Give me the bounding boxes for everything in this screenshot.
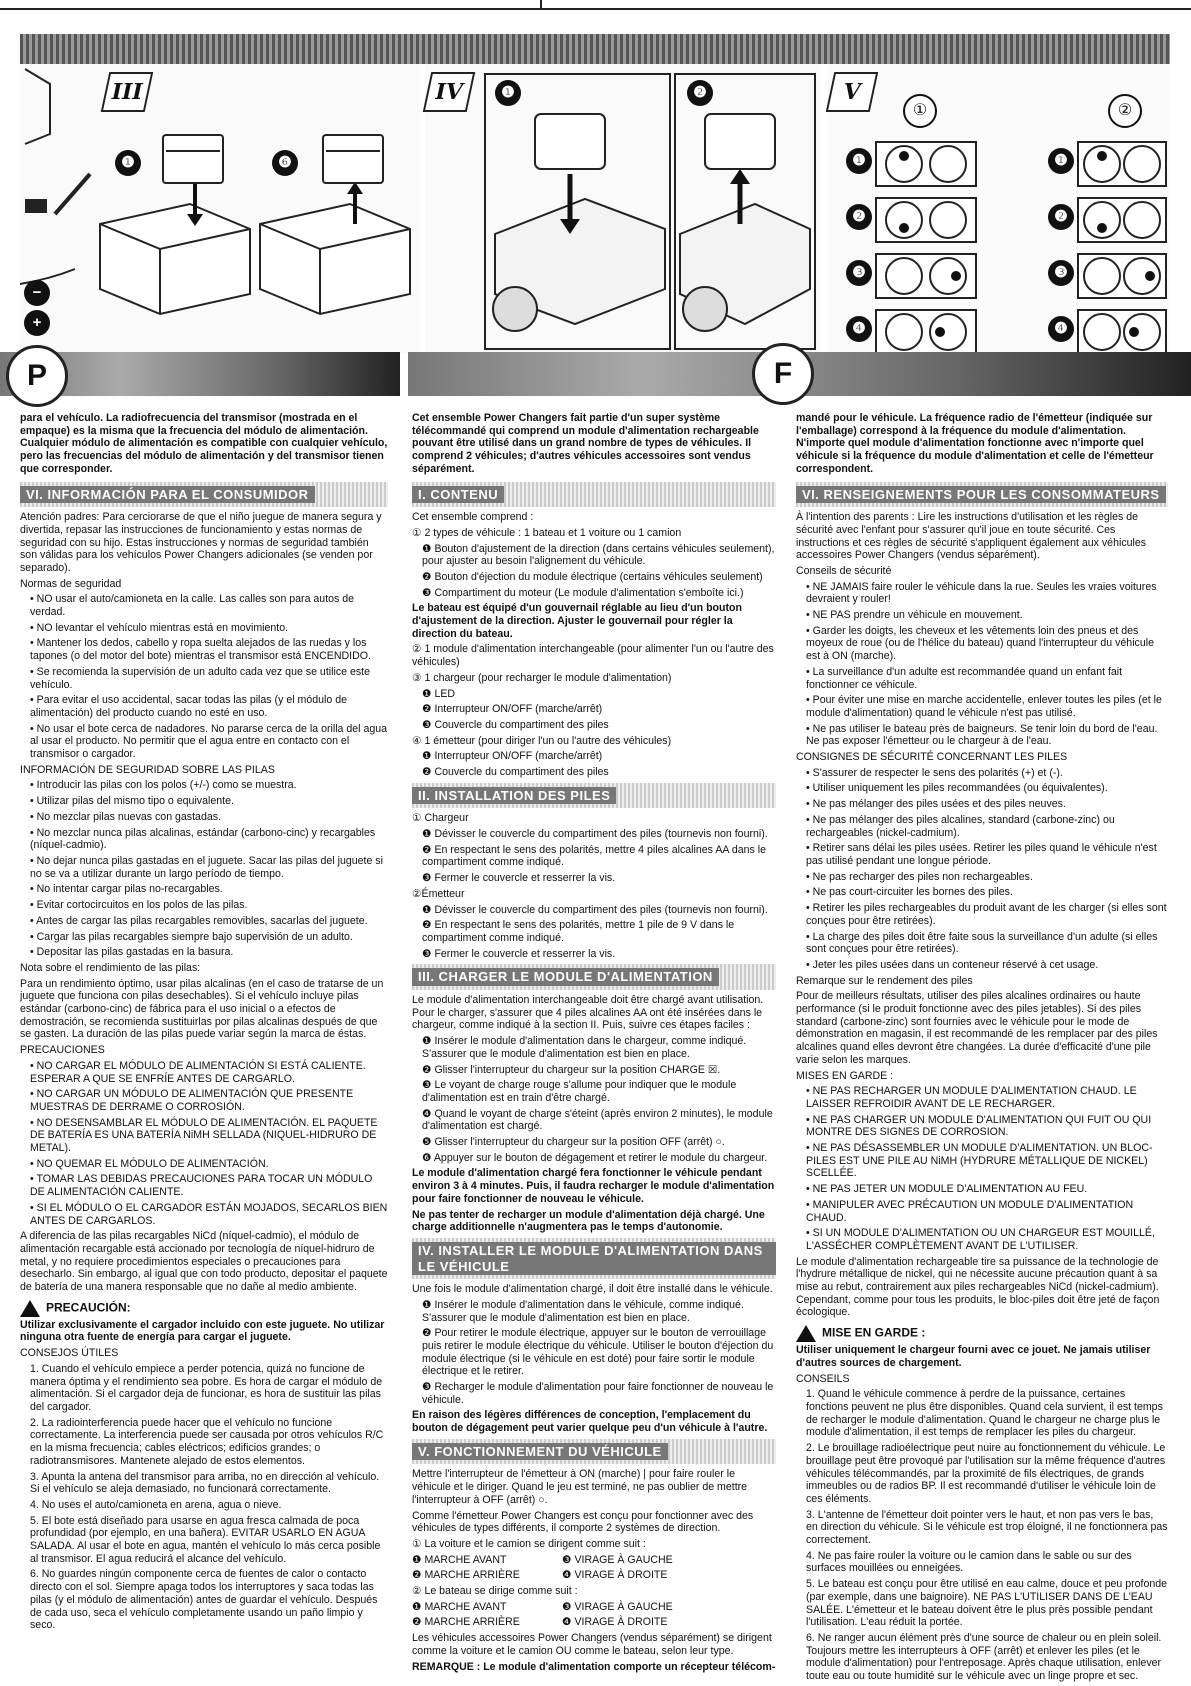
- list-item: ❸ Recharger le module d'alimentation pour faire fonctionner de nouveau le véhicule.: [422, 1381, 774, 1406]
- list-item: • NO QUEMAR EL MÓDULO DE ALIMENTACIÓN.: [30, 1157, 269, 1170]
- step-marker-v: V: [826, 72, 879, 112]
- list-item: ① Chargeur: [412, 812, 469, 825]
- list-item: 3. L'antenne de l'émetteur doit pointer vers le haut, et non pas vers le bas, en direction du véhicule. Si le véhicule est trop éloigné, il ne fonctionnera pas correctement.: [806, 1508, 1168, 1547]
- step-badge: ❹: [1048, 316, 1074, 342]
- list-item: 1. Quand le véhicule commence à perdre de la puissance, certaines fonctions peuvent ne plus être disponibles. Quand cela survient, il est temps de recharger le module d'alimentation. Quand le chargeur ne charge plus le module d'alimentation, il est temps de remplacer les piles du chargeur.: [806, 1388, 1163, 1439]
- direction-item: ❸ VIRAGE À GAUCHE: [562, 1553, 673, 1566]
- step-badge: ❶: [495, 80, 521, 106]
- caution-heading: [796, 1325, 1168, 1342]
- list-item: ❶ Dévisser le couvercle du compartiment des piles (tournevis non fourni).: [422, 903, 768, 916]
- list-item: ❶ Insérer le module d'alimentation dans le chargeur, comme indiqué. S'assurer que le module d'alimentation est bien en place.: [422, 1035, 747, 1060]
- list-item: ❷ Pour retirer le module électrique, appuyer sur le bouton de verrouillage puis retirer le module électrique du véhicule. Utiliser le bouton d'éjection du module électrique (si le véhicule en est doté) pour faire sortir le module électrique et le retirer.: [422, 1327, 774, 1378]
- step-badge: ❻: [272, 150, 298, 176]
- list-item: • No mezclar pilas nuevas con gastadas.: [30, 810, 221, 823]
- direction-item: ❹ VIRAGE À DROITE: [562, 1569, 668, 1582]
- paragraph: Atención padres: Para cerciorarse de que el niño juegue de manera segura y divertida, repasar las instrucciones de funcionamiento y estas normas de seguridad con su hijo. Estas instrucciones y normas de seguridad también son válidas para los vehículos Power Changers adicionales (se venden por separado).: [20, 511, 382, 574]
- list-item: 6. Ne ranger aucun élément près d'une source de chaleur ou en plein soleil. Toujours mettre les interrupteurs à OFF (arrêt) et enlever les piles (et le module d'alimentation) pour l'entreposage. Après chaque utilisation, enlever toute eau ou toute humidité sur le véhicule avec un linge propre et sec.: [806, 1631, 1162, 1683]
- list-item: • TOMAR LAS DEBIDAS PRECAUCIONES PARA TOCAR UN MÓDULO DE ALIMENTACIÓN CALIENTE.: [30, 1173, 373, 1199]
- subheading: ② Le bateau se dirige comme suit :: [412, 1585, 578, 1598]
- list-item: ❷ En respectant le sens des polarités, mettre 4 piles alcalines AA dans le compartiment comme indiqué.: [422, 843, 766, 869]
- list-item: • Retirer sans délai les piles usées. Retirer les piles quand le véhicule n'est pas utilisé pendant une longue période.: [806, 842, 1157, 867]
- step-badge: ❷: [846, 204, 872, 230]
- direction-item: ❶ MARCHE AVANT: [412, 1600, 507, 1613]
- section-heading: V. FONCTIONNEMENT DU VÉHICULE: [412, 1443, 668, 1461]
- vehicle-type-1-mark: ①: [903, 94, 937, 128]
- note: En raison des légères différences de conception, l'emplacement du bouton de dégagement peut varier quelque peu d'un véhicule à l'autre.: [412, 1409, 768, 1435]
- step-badge: ❶: [115, 150, 141, 176]
- list-item: • La surveillance d'un adulte est recommandée quand un enfant fait fonctionner ce véhicule.: [806, 665, 1123, 691]
- list-item: • NE PAS RECHARGER UN MODULE D'ALIMENTATION CHAUD. LE LAISSER REFROIDIR AVANT DE LE RECHARGER.: [806, 1085, 1137, 1110]
- direction-row: [412, 1601, 776, 1614]
- polarity-plus-icon: +: [24, 310, 50, 336]
- subheading: INFORMACIÓN DE SEGURIDAD SOBRE LAS PILAS: [20, 763, 275, 776]
- section-header-bar: [20, 482, 388, 508]
- caution-text: Utiliser uniquement le chargeur fourni avec ce jouet. Ne jamais utiliser d'autres sources de chargement.: [796, 1344, 1151, 1369]
- list-item: 2. Le brouillage radioélectrique peut nuire au fonctionnement du véhicule. Le brouillage peut être provoqué par l'utilisation sur la même fréquence d'autres véhicules télécommandés, par la proximité de fils électriques, de grands immeubles ou de radios BP. Il est recommandé d'utiliser le véhicule loin de ces éléments.: [806, 1442, 1166, 1505]
- list-item: • Jeter les piles usées dans un conteneur réservé à cet usage.: [806, 958, 1099, 971]
- paragraph: Mettre l'interrupteur de l'émetteur à ON (marche) | pour faire rouler le véhicule et le diriger. Quand le jeu est terminé, ne pas oublier de mettre l'interrupteur à OFF (arrêt) ○.: [412, 1468, 748, 1506]
- list-item: ❸ Couvercle du compartiment des piles: [422, 718, 609, 731]
- paragraph: Pour de meilleurs résultats, utiliser des piles alcalines ordinaires ou haute performance (si le produit fonctionne avec des piles jetables). Si des piles standard (carbone-zinc) sont fournies avec le véhicule pour le mode de démonstration en magasin, il est recommandé de les remplacer par des piles alcalines quand elles devront être changées. La durée d'efficacité d'une pile varie selon les marques.: [796, 990, 1158, 1066]
- list-item: • Ne pas mélanger des piles usées et des piles neuves.: [806, 798, 1066, 811]
- list-item: ④ 1 émetteur (pour diriger l'un ou l'autre des véhicules): [412, 734, 672, 747]
- top-rule: [0, 8, 1191, 10]
- note: Le bateau est équipé d'un gouvernail réglable au lieu d'un bouton d'ajustement de la direction. Ajuster le gouvernail pour régler la direction du bateau.: [412, 602, 742, 640]
- column-french-1: [412, 412, 776, 1676]
- subheading: PRECAUCIONES: [20, 1044, 105, 1057]
- list-item: • Para evitar el uso accidental, sacar todas las pilas (y el módulo de alimentación) del producto cuando no esté en uso.: [30, 694, 347, 719]
- list-item: ❸ Fermer le couvercle et resserrer la vis.: [422, 872, 616, 885]
- section-header-bar: [412, 783, 776, 809]
- list-item: • Cargar las pilas recargables siempre bajo supervisión de un adulto.: [30, 930, 353, 943]
- direction-item: ❸ VIRAGE À GAUCHE: [562, 1600, 673, 1613]
- power-module-illustration: [162, 134, 224, 184]
- list-item: • SI UN MODULE D'ALIMENTATION OU UN CHARGEUR EST MOUILLÉ, L'ASSÉCHER COMPLÈTEMENT AVANT DE L'UTILISER.: [806, 1227, 1155, 1252]
- list-item: • No mezclar nunca pilas alcalinas, estándar (carbono-cinc) y recargables (níquel-cadmio).: [30, 826, 376, 852]
- subheading: CONSIGNES DE SÉCURITÉ CONCERNANT LES PILES: [796, 751, 1068, 764]
- column-french-2: [796, 412, 1168, 1686]
- intro-paragraph: Cet ensemble Power Changers fait partie d'un super système télécommandé qui comprend un module d'alimentation rechargeable pouvant être utilisé dans un grand nombre de types de véhicules. Il comprend 2 véhicules; d'autres véhicules accessoires sont vendus séparément.: [412, 412, 759, 475]
- list-item: ❷ Couvercle du compartiment des piles: [422, 766, 609, 779]
- subheading: Normas de seguridad: [20, 577, 122, 590]
- list-item: ❶ Bouton d'ajustement de la direction (dans certains véhicules seulement), pour ajuster au besoin l'alignement du véhicule.: [422, 542, 775, 568]
- list-item: ②Émetteur: [412, 887, 465, 900]
- intro-paragraph: para el vehículo. La radiofrecuencia del transmisor (mostrada en el empaque) es la misma que la frecuencia del módulo de alimentación. Cualquier módulo de alimentación es compatible con cualquier vehículo, pero las frecuencias del módulo de alimentación y del transmisor tienen que corresponder.: [20, 412, 388, 475]
- list-item: • Retirer les piles rechargeables du produit avant de les charger (si elles sont conçues pour être retirées).: [806, 902, 1167, 927]
- section-heading: IV. INSTALLER LE MODULE D'ALIMENTATION DANS LE VÉHICULE: [412, 1242, 776, 1275]
- list-item: 4. No uses el auto/camioneta en arena, agua o nieve.: [30, 1498, 282, 1511]
- charger-illustration: [90, 184, 480, 334]
- paragraph: Para un rendimiento óptimo, usar pilas alcalinas (en el caso de tratarse de un juguete que funciona con pilas desechables). Si el vehículo incluye pilas estándar (carbono-cinc) de fábrica para el uso inicial o a efectos de demostración, se recomienda sustituirlas por pilas alcalinas después de que se gasten. La duración de las pilas puede variar según la marca de éstas.: [20, 977, 384, 1041]
- list-item: • No intentar cargar pilas no-recargables.: [30, 883, 223, 896]
- direction-item: ❶ MARCHE AVANT: [412, 1553, 507, 1566]
- list-item: ❷ Bouton d'éjection du module électrique (certains véhicules seulement): [422, 570, 763, 583]
- list-item: 3. Apunta la antena del transmisor para arriba, no en dirección al vehículo. Si el vehículo se aleja demasiado, no funcionará correctamente.: [30, 1470, 380, 1496]
- list-item: • Ne pas utiliser le bateau près de baigneurs. Se tenir loin du bord de l'eau. Ne pas exposer l'émetteur ou le chargeur à de l'eau.: [806, 722, 1158, 748]
- list-item: • Mantener los dedos, cabello y ropa suelta alejados de las ruedas y los tapones (o del motor del bote) mientras el transmisor está ENCENDIDO.: [30, 637, 371, 663]
- subheading: Remarque sur le rendement des piles: [796, 974, 973, 987]
- caution-title: MISE EN GARDE :: [822, 1325, 926, 1340]
- direction-item: ❷ MARCHE ARRIÈRE: [412, 1616, 520, 1629]
- list-item: ❶ Insérer le module d'alimentation dans le véhicule, comme indiqué. S'assurer que le module d'alimentation est bien en place.: [422, 1298, 744, 1324]
- polarity-minus-icon: −: [24, 280, 50, 306]
- section-heading: VI. RENSEIGNEMENTS POUR LES CONSOMMATEURS: [796, 486, 1166, 504]
- list-item: ① 2 types de véhicule : 1 bateau et 1 voiture ou 1 camion: [412, 526, 682, 539]
- subheading: CONSEJOS ÚTILES: [20, 1347, 119, 1360]
- direction-row: [412, 1569, 776, 1582]
- illustration-vehicle: [425, 64, 820, 354]
- direction-item: ❷ MARCHE ARRIÈRE: [412, 1569, 520, 1582]
- list-item: • Garder les doigts, les cheveux et les vêtements loin des pneus et des moyeux de roue (ou de l'hélice du bateau) quand l'interrupteur du véhicule est à ON (marche).: [806, 624, 1154, 663]
- list-item: ❸ Compartiment du moteur (Le module d'alimentation s'emboîte ici.): [422, 586, 744, 599]
- subheading: Conseils de sécurité: [796, 564, 892, 577]
- paragraph: Cet ensemble comprend :: [412, 511, 534, 524]
- list-item: • NE PAS JETER UN MODULE D'ALIMENTATION AU FEU.: [806, 1183, 1088, 1196]
- list-item: • S'assurer de respecter le sens des polarités (+) et (-).: [806, 766, 1063, 779]
- illustration-band: [20, 34, 1170, 64]
- list-item: • No usar el bote cerca de nadadores. No pararse cerca de la orilla del agua al usar el producto. No permitir que el agua entre en contacto con el transmisor o cargador.: [30, 722, 388, 761]
- list-item: • Introducir las pilas con los polos (+/-) como se muestra.: [30, 779, 297, 792]
- list-item: • Ne pas recharger des piles non rechargeables.: [806, 870, 1033, 883]
- list-item: 1. Cuando el vehículo empiece a perder potencia, quizá no funcione de manera óptima y el rendimiento sea pobre. Es hora de cargar el módulo de alimentación. Si el cargador deja de funcionar, es hora de sustituir las pilas del cargador.: [30, 1362, 383, 1413]
- direction-item: ❹ VIRAGE À DROITE: [562, 1616, 668, 1629]
- subheading: CONSEILS: [796, 1372, 850, 1385]
- list-item: 4. Ne pas faire rouler la voiture ou le camion dans le sable ou sur des surfaces mouillées ou enneigées.: [806, 1549, 1132, 1575]
- direction-row: [412, 1616, 776, 1629]
- section-header-bar: [412, 1238, 776, 1279]
- list-item: • NE JAMAIS faire rouler le véhicule dans la rue. Seules les vraies voitures devraient y rouler!: [806, 580, 1157, 606]
- list-item: 6. No guardes ningún componente cerca de fuentes de calor o contacto directo con el sol. Siempre apaga todos los interruptores y saca todas las pilas (y el módulo de alimentación) antes de guardar el vehículo. Después de cada uso, seca el vehículo completamente usando un paño limpio y seco.: [30, 1568, 378, 1632]
- paragraph: À l'intention des parents : Lire les instructions d'utilisation et les règles de sécurité avec l'enfant pour s'assurer qu'il joue en toute sécurité. Ces instructions et ces règles de sécurité s'appliquent également aux véhicules accessoires Power Changers (vendus séparément).: [796, 511, 1147, 562]
- illustration-charger: [20, 64, 420, 354]
- list-item: • NE PAS prendre un véhicule en mouvement.: [806, 609, 1023, 622]
- truck-illustration: [425, 64, 820, 354]
- section-heading: II. INSTALLATION DES PILES: [412, 787, 616, 805]
- list-item: • Evitar cortocircuitos en los polos de las pilas.: [30, 899, 248, 912]
- list-item: • Antes de cargar las pilas recargables removibles, sacarlas del juguete.: [30, 914, 368, 927]
- step-badge: ❶: [846, 148, 872, 174]
- list-item: ❶ Interrupteur ON/OFF (marche/arrêt): [422, 750, 603, 763]
- step-badge: ❸: [846, 260, 872, 286]
- list-item: ❸ Fermer le couvercle et resserrer la vis.: [422, 947, 616, 960]
- section-header-bar: [412, 482, 776, 508]
- warning-icon: [796, 1325, 816, 1342]
- paragraph: Les véhicules accessoires Power Changers (vendus séparément) se dirigent comme la voiture et le camion OU comme le bateau, selon leur type.: [412, 1632, 772, 1657]
- list-item: • No dejar nunca pilas gastadas en el juguete. Sacar las pilas del juguete si no se va a utilizar durante un largo período de tiempo.: [30, 854, 383, 880]
- warning-icon: [20, 1300, 40, 1317]
- step-badge: ❷: [687, 80, 713, 106]
- section-heading: III. CHARGER LE MODULE D'ALIMENTATION: [412, 968, 719, 986]
- list-item: 2. La radiointerferencia puede hacer que el vehículo no funcione correctamente. La interferencia puede ser causada por otros vehículos R/C en la misma frecuencia; cables eléctricos; edificios grandes; o radiotransmisores. Mantenete alejado de estos elementos.: [30, 1416, 384, 1467]
- list-item: ③ 1 chargeur (pour recharger le module d'alimentation): [412, 671, 672, 684]
- list-item: • NO levantar el vehículo mientras está en movimiento.: [30, 621, 289, 634]
- list-item: ❻ Appuyer sur le bouton de dégagement et retirer le module du chargeur.: [422, 1151, 768, 1164]
- list-item: 5. El bote está diseñado para usarse en agua fresca calmada de poca profundidad (por ejemplo, en una bañera). EVITAR USARLO EN AGUA SALADA. Al usar el bote en agua, mantén el vehículo lo más cerca posible al transmisor. El agua reducirá el alcance del vehículo.: [30, 1514, 381, 1565]
- list-item: ❸ Le voyant de charge rouge s'allume pour indiquer que le module d'alimentation est en train d'être chargé.: [422, 1079, 737, 1104]
- note: Le module d'alimentation chargé fera fonctionner le véhicule pendant environ 3 à 4 minutes. Puis, il faudra recharger le module d'alimentation pour faire fonctionner de nouveau le véhicule.: [412, 1167, 775, 1205]
- list-item: ② 1 module d'alimentation interchangeable (pour alimenter l'un ou l'autre des véhicules): [412, 643, 774, 669]
- note: Ne pas tenter de recharger un module d'alimentation déjà chargé. Une charge additionnelle n'augmentera pas le temps d'autonomie.: [412, 1208, 765, 1234]
- caution-heading: [20, 1300, 388, 1317]
- subheading: MISES EN GARDE :: [796, 1069, 894, 1082]
- step-badge: ❹: [846, 316, 872, 342]
- list-item: ❷ Glisser l'interrupteur du chargeur sur la position CHARGE ☒.: [422, 1063, 721, 1076]
- list-item: ❷ Interrupteur ON/OFF (marche/arrêt): [422, 703, 603, 716]
- list-item: • Ne pas mélanger des piles alcalines, standard (carbone-zinc) ou rechargeables (nickel-cadmium).: [806, 813, 1115, 839]
- list-item: 5. Le bateau est conçu pour être utilisé en eau calme, douce et peu profonde (par exemple, dans une baignoire). NE PAS L'UTILISER DANS DE L'EAU SALÉE. L'émetteur et le bateau doivent être le plus près possible pendant l'utilisation. L'eau réduit la portée.: [806, 1578, 1168, 1629]
- list-item: • NO CARGAR UN MÓDULO DE ALIMENTACIÓN QUE PRESENTE MUESTRAS DE DERRAME O CORROSIÓN.: [30, 1088, 354, 1113]
- top-rule-tick: [540, 0, 542, 10]
- step-marker-iv: IV: [423, 72, 476, 112]
- list-item: • SI EL MÓDULO O EL CARGADOR ESTÁN MOJADOS, SECARLOS BIEN ANTES DE CARGARLOS.: [30, 1201, 388, 1227]
- list-item: ❺ Glisser l'interrupteur du chargeur sur la position OFF (arrêt) ○.: [422, 1136, 725, 1149]
- direction-grid-illustration: [828, 64, 1170, 354]
- language-badge-f: F: [752, 343, 814, 405]
- list-item: • NO CARGAR EL MÓDULO DE ALIMENTACIÓN SI ESTÁ CALIENTE. ESPERAR A QUE SE ENFRÍE ANTES DE CARGARLO.: [30, 1059, 366, 1085]
- caution-text: Utilizar exclusivamente el cargador incluido con este juguete. No utilizar ninguna otra fuente de energía para cargar el juguete.: [20, 1318, 385, 1344]
- list-item: • Ne pas court-circuiter les bornes des piles.: [806, 886, 1013, 899]
- list-item: • NO usar el auto/camioneta en la calle. Las calles son para autos de verdad.: [30, 593, 355, 619]
- list-item: ❶ LED: [422, 687, 456, 700]
- direction-row: [412, 1554, 776, 1567]
- section-heading: I. CONTENU: [412, 486, 504, 504]
- list-item: • NE PAS DÉSASSEMBLER UN MODULE D'ALIMENTATION. UN BLOC-PILES EST UNE PILE AU NiMH (HYDRURE MÉTALLIQUE DE NICKEL) SCELLÉE.: [806, 1142, 1153, 1180]
- list-item: ❶ Dévisser le couvercle du compartiment des piles (tournevis non fourni).: [422, 828, 768, 841]
- list-item: • La charge des piles doit être faite sous la surveillance d'un adulte (si elles sont conçues pour être retirées).: [806, 930, 1158, 956]
- caution-title: PRECAUCIÓN:: [46, 1300, 131, 1315]
- column-spanish: [20, 412, 388, 1635]
- list-item: • Pour éviter une mise en marche accidentelle, enlever toutes les piles (et le module d'alimentation) quand le véhicule n'est pas utilisé.: [806, 694, 1162, 719]
- list-item: ❹ Quand le voyant de charge s'éteint (après environ 2 minutes), le module d'alimentation est chargé.: [422, 1107, 773, 1133]
- subheading: Nota sobre el rendimiento de las pilas:: [20, 961, 201, 974]
- remark: REMARQUE : Le module d'alimentation comporte un récepteur télécom-: [412, 1660, 776, 1673]
- section-heading: VI. INFORMACIÓN PARA EL CONSUMIDOR: [20, 486, 315, 504]
- section-header-bar: [412, 1439, 776, 1465]
- paragraph: Le module d'alimentation rechargeable tire sa puissance de la technologie de l'hydrure métallique de nickel, qui ne nécessite aucune précaution quant à sa mise au rebut, contrairement aux piles rechargeables NiCd (nickel-cadmium). Cependant, comme pour tous les produits, le bloc-piles doit être jeté de façon écologique.: [796, 1255, 1160, 1319]
- power-module-illustration: [322, 134, 384, 184]
- list-item: • Utilizar pilas del mismo tipo o equivalente.: [30, 795, 234, 808]
- section-header-bar: [796, 482, 1168, 508]
- step-marker-iii: III: [101, 72, 154, 112]
- list-item: • NO DESENSAMBLAR EL MÓDULO DE ALIMENTACIÓN. EL PAQUETE DE BATERÍA ES UNA BATERÍA NiMH SELLADA (NIQUEL-HIDRURO DE METAL).: [30, 1116, 378, 1155]
- step-badge: ❷: [1048, 204, 1074, 230]
- vehicle-type-2-mark: ②: [1108, 94, 1142, 128]
- step-badge: ❸: [1048, 260, 1074, 286]
- intro-paragraph: mandé pour le véhicule. La fréquence radio de l'émetteur (indiquée sur l'emballage) correspond à la fréquence du module d'alimentation. N'importe quel module d'alimentation fonctionne avec n'importe quel véhicule si la fréquence du module d'alimentation et celle de l'émetteur correspondent.: [796, 412, 1154, 475]
- subheading: ① La voiture et le camion se dirigent comme suit :: [412, 1537, 646, 1550]
- list-item: • Depositar las pilas gastadas en la basura.: [30, 946, 234, 959]
- illustration-transmitter-batteries: [828, 64, 1170, 354]
- paragraph: Le module d'alimentation interchangeable doit être chargé avant utilisation. Pour le charger, s'assurer que 4 piles alcalines AA ont été insérées dans le chargeur, comme indiqué à la section II. Puis, suivre ces étapes faciles :: [412, 993, 764, 1032]
- list-item: • Se recomienda la supervisión de un adulto cada vez que se utilice este vehículo.: [30, 665, 370, 691]
- list-item: • NE PAS CHARGER UN MODULE D'ALIMENTATION QUI FUIT OU QUI MONTRE DES SIGNES DE CORROSION.: [806, 1113, 1152, 1139]
- language-badge-p: P: [6, 345, 68, 407]
- list-item: • MANIPULER AVEC PRÉCAUTION UN MODULE D'ALIMENTATION CHAUD.: [806, 1198, 1134, 1224]
- section-header-bar: [412, 964, 776, 990]
- paragraph: Une fois le module d'alimentation chargé, il doit être installé dans le véhicule.: [412, 1283, 773, 1296]
- paragraph: A diferencia de las pilas recargables NiCd (níquel-cadmio), el módulo de alimentación recargable está accionado por tecnología de níquel-hidruro de metal, y no requiere procedimientos especiales o precauciones para desecharlo. Sin embargo, al igual que con todo producto, depositar el paquete de batería de una manera responsable que no dañe al medio ambiente.: [20, 1230, 388, 1294]
- list-item: ❷ En respectant le sens des polarités, mettre 1 pile de 9 V dans le compartiment comme indiqué.: [422, 919, 735, 944]
- list-item: • Utiliser uniquement les piles recommandées (ou équivalentes).: [806, 782, 1108, 795]
- step-badge: ❶: [1048, 148, 1074, 174]
- paragraph: Comme l'émetteur Power Changers est conçu pour fonctionner avec des véhicules de types différents, il comporte 2 systèmes de direction.: [412, 1509, 754, 1535]
